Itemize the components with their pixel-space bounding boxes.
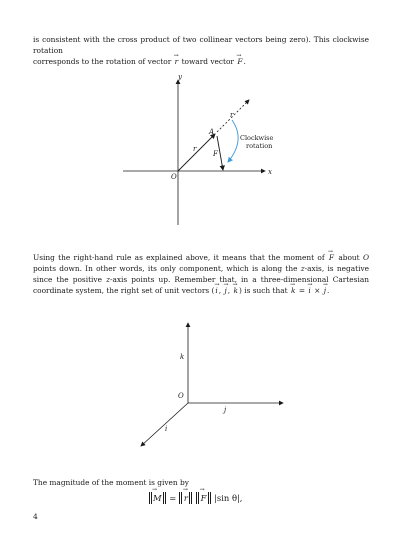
origin2-label: O [178, 392, 184, 400]
unit-vector-set: (i →, j →, k →) [212, 286, 242, 295]
vector-r-extension-label: r [230, 111, 234, 119]
vector-F-label: F [213, 150, 218, 158]
vector-F-symbol: F → [236, 57, 243, 66]
intro-paragraph: is consistent with the cross product of two collinear vectors being zero). This clockwise rotation corresponds to the rotation of vector r → toward vector F →. [33, 34, 369, 67]
rotation-label-line2: rotation [246, 142, 273, 150]
magnitude-intro: The magnitude of the moment is given by [33, 478, 189, 487]
clockwise-rotation-arrow [228, 120, 238, 162]
vector-r-label: r [193, 145, 197, 153]
magnitude-equation: M → = r → F → |sin θ|, [148, 492, 242, 504]
j-label: j [224, 406, 227, 414]
origin-label: O [171, 173, 177, 181]
intro-line-1: is consistent with the cross product of two collinear vectors being zero). This clockwise rotation [33, 35, 369, 55]
right-hand-rule-paragraph: Using the right-hand rule as explained above, it means that the moment of F → about O points down. In other words, its only component, which is along the z-axis, is negative since the positive z-axis points up. Remember that, in a three-dimensional Cartesian coordinate system, the right set of unit vectors (i →, j →, k →) is such that k → = i → × j →. [33, 252, 369, 296]
vector-r-arrow [178, 134, 215, 171]
k-label: k [180, 353, 185, 361]
i-label: i [165, 425, 168, 433]
y-axis-label: y [178, 73, 182, 81]
force-F-arrow [217, 136, 223, 170]
figure-unit-vectors [141, 323, 283, 446]
point-A-label: A [209, 128, 215, 136]
x-axis-label: x [268, 168, 272, 176]
page-number: 4 [33, 512, 38, 521]
vector-r-symbol: r → [174, 57, 180, 66]
rotation-label-line1: Clockwise [240, 134, 274, 142]
